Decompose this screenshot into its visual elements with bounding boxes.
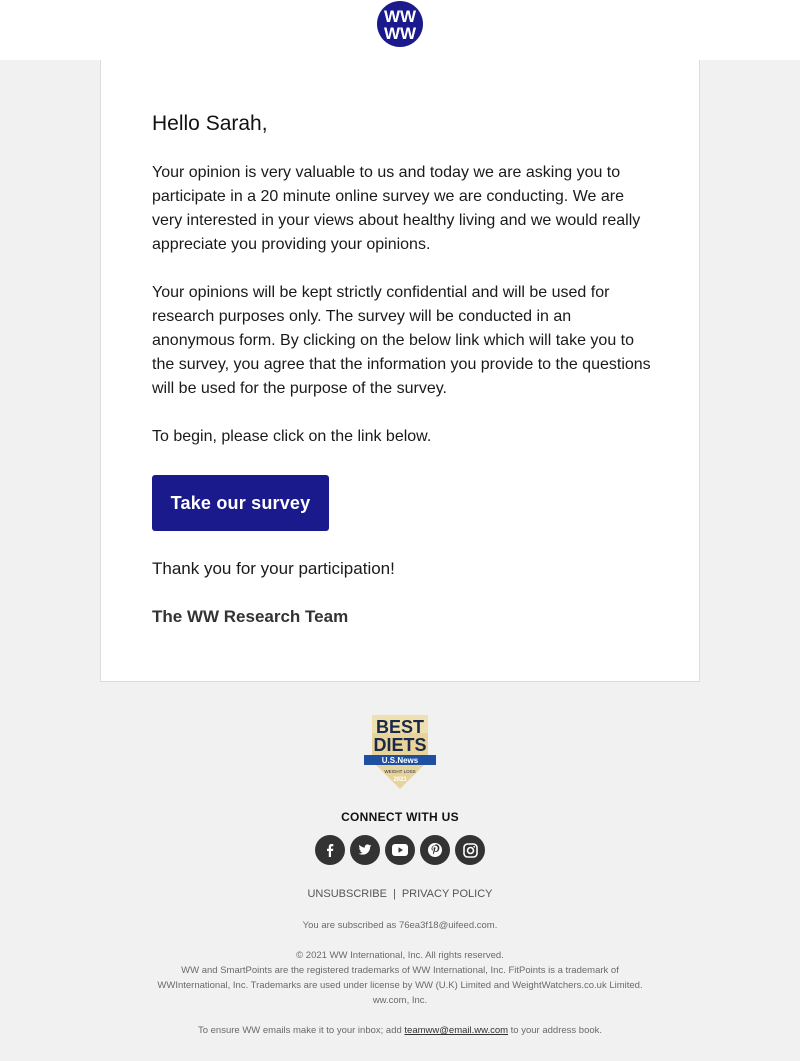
ww-logo[interactable] <box>376 0 424 48</box>
footer-separator: | <box>392 888 396 900</box>
instagram-icon[interactable] <box>455 835 485 865</box>
paragraph-intro: Your opinion is very valuable to us and today we are asking you to participate in a 20 minute online survey we are conducting. We are very interested in your views about healthy living and we would really appreciate you providing your opinions. <box>152 164 641 253</box>
ensure-suffix: to your address book. <box>510 1025 603 1036</box>
sender-email-link[interactable]: teamww@email.ww.com <box>404 1025 509 1036</box>
legal-text <box>140 948 660 1008</box>
signature: The WW Research Team <box>152 607 349 626</box>
svg-text:U.S.News: U.S.News <box>381 756 419 765</box>
logo-text-bottom: WW <box>383 24 417 43</box>
unsubscribe-link[interactable]: UNSUBSCRIBE <box>307 888 387 900</box>
take-survey-button[interactable]: Take our survey <box>152 475 329 531</box>
logo-text-top: WW <box>383 7 417 26</box>
copyright-text: © 2021 WW International, Inc. All rights reserved. <box>296 950 504 961</box>
privacy-policy-link[interactable]: PRIVACY POLICY <box>401 888 493 900</box>
facebook-icon[interactable] <box>315 835 345 865</box>
social-links <box>315 835 485 865</box>
svg-text:BEST: BEST <box>375 717 425 737</box>
twitter-icon[interactable] <box>350 835 380 865</box>
connect-heading: CONNECT WITH US <box>341 810 459 824</box>
paragraph-begin: To begin, please click on the link below. <box>152 428 432 445</box>
pinterest-icon[interactable] <box>420 835 450 865</box>
trademark-line-3: ww.com, Inc. <box>372 995 428 1006</box>
email-header <box>0 0 800 60</box>
youtube-icon[interactable] <box>385 835 415 865</box>
trademark-line-2: WWInternational, Inc. Trademarks are used under license by WW (U.K) Limited and WeightWatchers.co.uk Limited. <box>157 980 643 991</box>
ensure-prefix: To ensure WW emails make it to your inbox; add <box>197 1025 402 1036</box>
best-diets-badge <box>364 713 436 791</box>
subscribed-text: You are subscribed as 76ea3f18@uifeed.com. <box>302 920 498 931</box>
address-book-text <box>140 1023 660 1038</box>
footer-links <box>0 888 800 900</box>
svg-text:2021: 2021 <box>393 777 407 783</box>
svg-text:WEIGHT LOSS: WEIGHT LOSS <box>384 769 416 774</box>
greeting: Hello Sarah, <box>152 112 268 135</box>
email-card <box>100 60 700 682</box>
paragraph-confidential: Your opinions will be kept strictly confidential and will be used for research purposes only. The survey will be conducted in an anonymous form. By clicking on the below link which will take you to the survey, you agree that the information you provide to the questions will be used for the purpose of the survey. <box>152 284 651 397</box>
trademark-line-1: WW and SmartPoints are the registered trademarks of WW International, Inc. FitPoints is a trademark of <box>181 965 619 976</box>
svg-text:DIETS: DIETS <box>373 735 427 755</box>
thanks-text: Thank you for your participation! <box>152 559 395 578</box>
